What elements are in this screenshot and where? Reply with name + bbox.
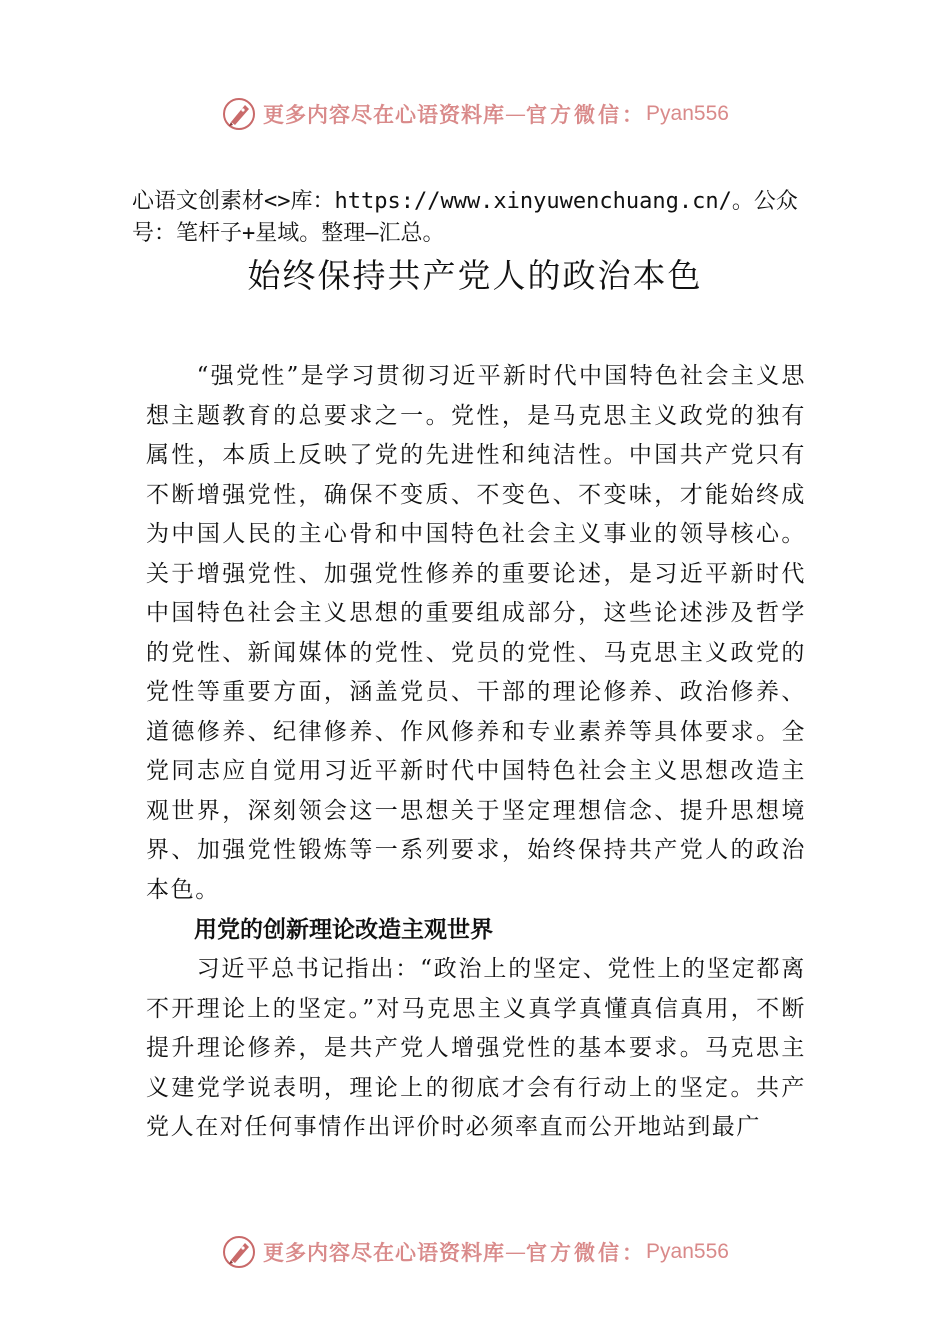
banner-wechat-label: 官方微信：	[526, 102, 647, 127]
banner-wechat-id: Pyan556	[646, 102, 729, 125]
section-heading: 用党的创新理论改造主观世界	[194, 917, 493, 943]
banner-wechat-label: 官方微信：	[526, 1240, 647, 1265]
paragraph: “强党性”是学习贯彻习近平新时代中国特色社会主义思想主题教育的总要求之一。党性，是马克思主义政党的独有属性，本质上反映了党的先进性和纯洁性。中国共产党只有不断增强党性，确保不变质、不变色、不变味，才能始终成为中国人民的主心骨和中国特色社会主义事业的领导核心。关于增强党性、加强党性修养的重要论述，是习近平新时代中国特色社会主义思想的重要组成部分，这些论述涉及哲学的党性、新闻媒体的党性、党员的党性、马克思主义政党的党性等重要方面，涵盖党员、干部的理论修养、政治修养、道德修养、纪律修养、作风修养和专业素养等具体要求。全党同志应自觉用习近平新时代中国特色社会主义思想改造主观世界，深刻领会这一思想关于坚定理想信念、提升思想境界、加强党性锻炼等一系列要求，始终保持共产党人的政治本色。	[146, 363, 806, 903]
banner-wechat-id: Pyan556	[646, 1240, 729, 1263]
pen-logo-icon	[221, 1234, 257, 1270]
banner-text: 更多内容尽在心语资料库	[263, 1240, 506, 1265]
paragraph: 习近平总书记指出：“政治上的坚定、党性上的坚定都离不开理论上的坚定。”对马克思主义真学真懂真信真用，不断提升理论修养，是共产党人增强党性的基本要求。马克思主义建党学说表明，理论上的彻底才会有行动上的坚定。共产党人在对任何事情作出评价时必须率直而公开地站到最广	[146, 956, 806, 1140]
pen-logo-icon	[221, 96, 257, 132]
banner-text: 更多内容尽在心语资料库	[263, 102, 506, 127]
footer-banner	[0, 1232, 950, 1272]
page-title: 始终保持共产党人的政治本色	[247, 256, 703, 295]
banner-separator: —	[505, 102, 527, 126]
source-line: 心语文创素材<>库：https://www.xinyuwenchuang.cn/。公众号：笔杆子+星域。整理—汇总。	[132, 189, 798, 246]
article-body	[146, 357, 806, 1148]
header-banner	[0, 94, 950, 134]
banner-separator: —	[505, 1240, 527, 1264]
